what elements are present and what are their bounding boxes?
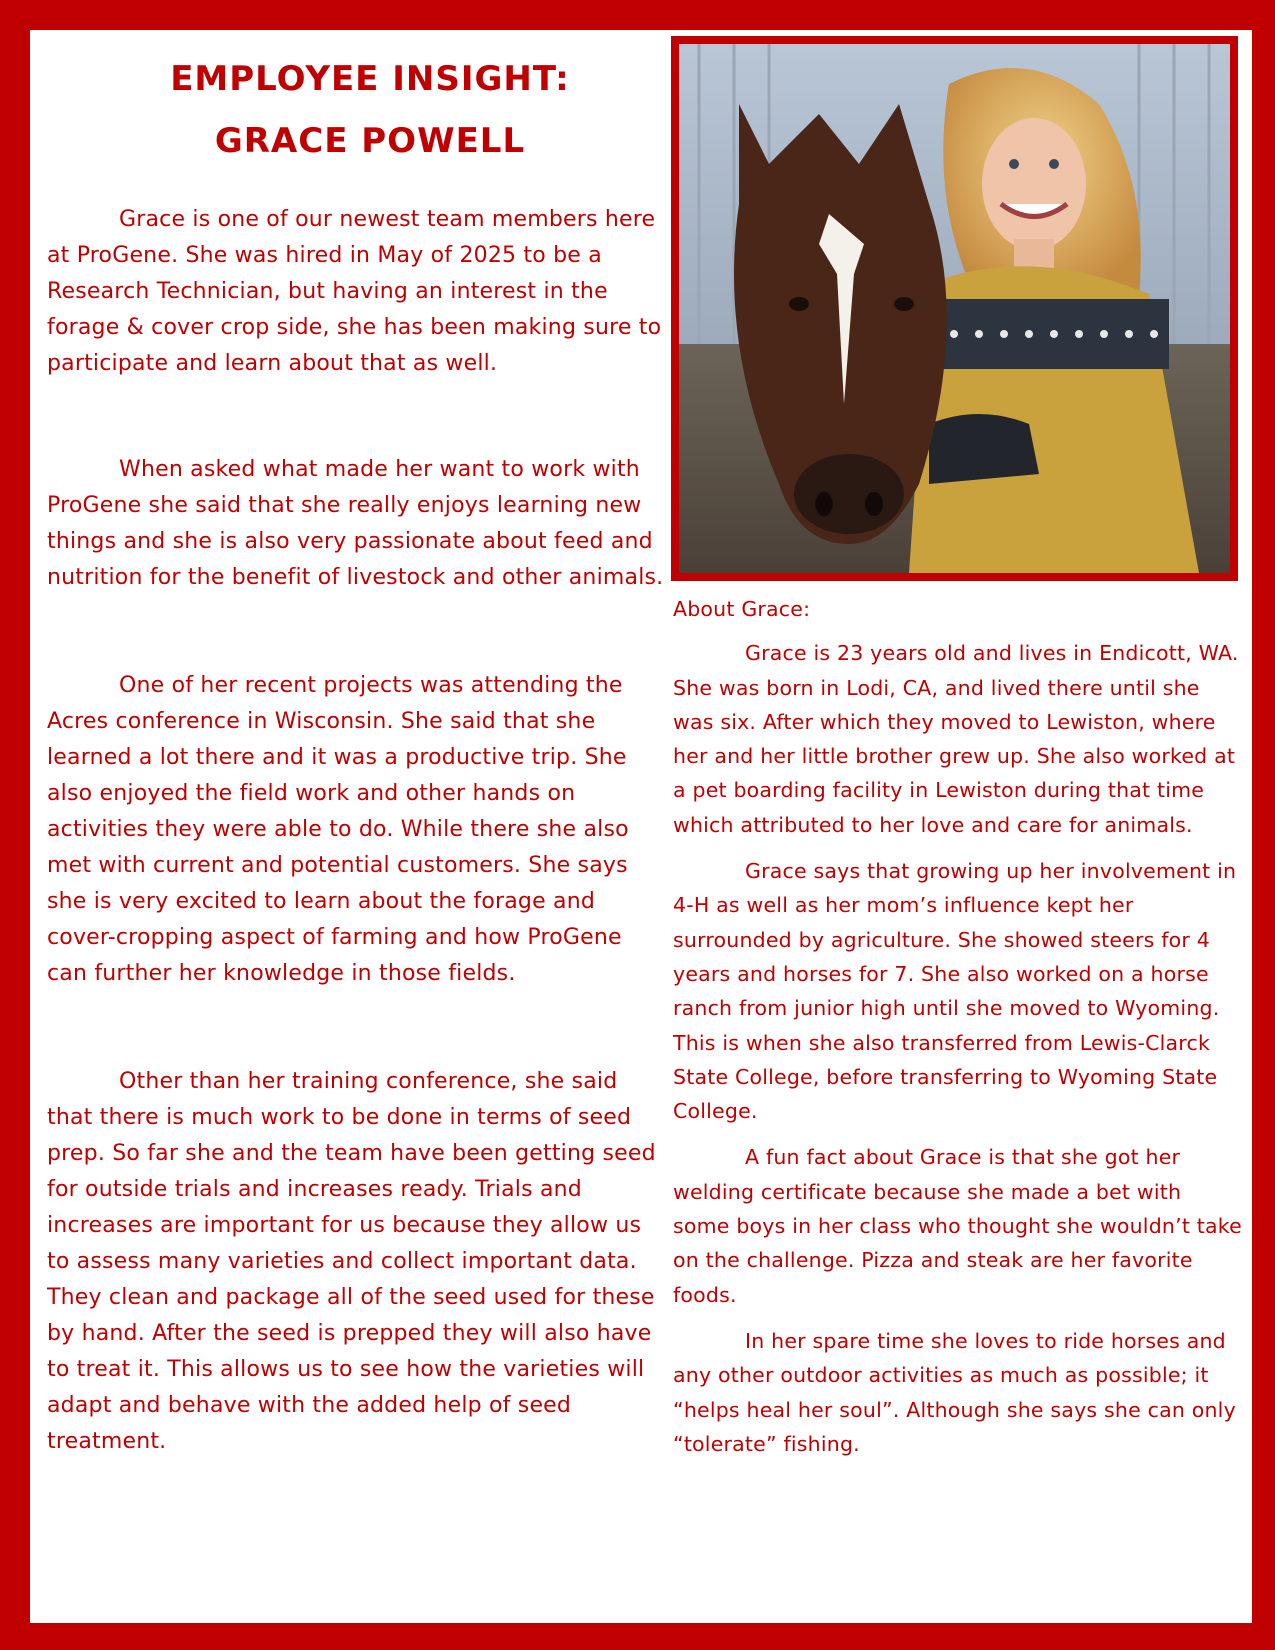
right-column	[673, 592, 1243, 1473]
left-column	[47, 202, 667, 1530]
right-paragraph-3: A fun fact about Grace is that she got her welding certificate because she made a bet with some boys in her class who thought she wouldn’t take on the challenge. Pizza and steak are her favorite foods.	[673, 1145, 1242, 1307]
left-paragraph-3: One of her recent projects was attending the Acres conference in Wisconsin. She said that she learned a lot there and it was a productive trip. She also enjoyed the field work and other hands on activities they were able to do. While there she also met with current and potential customers. She says she is very excited to learn about the forage and cover-cropping aspect of farming and how ProGene can further her knowledge in those fields.	[47, 673, 629, 986]
right-paragraph-4: In her spare time she loves to ride horses and any other outdoor activities as much as possible; it “helps heal her soul”. Although she says she can only “tolerate” fishing.	[673, 1328, 1236, 1456]
left-paragraph-4: Other than her training conference, she said that there is much work to be done in terms of seed prep. So far she and the team have been getting seed for outside trials and increases ready. Trials and increases are important for us because they allow us to assess many varieties and collect important data. They clean and package all of the seed used for these by hand. After the seed is prepped they will also have to treat it. This allows us to see how the varieties will adapt and behave with the added help of seed treatment.	[47, 1069, 656, 1454]
left-paragraph-1: Grace is one of our newest team members here at ProGene. She was hired in May of 2025 to be a Research Technician, but having an interest in the forage & cover crop side, she has been making sure to participate and learn about that as well.	[47, 207, 662, 376]
right-paragraph-1: Grace is 23 years old and lives in Endicott, WA. She was born in Lodi, CA, and lived there until she was six. After which they moved to Lewiston, where her and her little brother grew up. She also worked at a pet boarding facility in Lewiston during that time which attributed to her love and care for animals.	[673, 641, 1239, 837]
page-title	[30, 48, 710, 172]
employee-photo	[679, 44, 1230, 573]
photo-frame	[671, 36, 1238, 581]
left-paragraph-2: When asked what made her want to work with ProGene she said that she really enjoys learning new things and she is also very passionate about feed and nutrition for the benefit of livestock and other animals.	[47, 457, 664, 590]
right-paragraph-2: Grace says that growing up her involvement in 4-H as well as her mom’s influence kept her surrounded by agriculture. She showed steers for 4 years and horses for 7. She also worked on a horse ranch from junior high until she moved to Wyoming. This is when she also transferred from Lewis-Clarck State College, before transferring to Wyoming State College.	[673, 859, 1237, 1124]
about-heading: About Grace:	[673, 597, 811, 621]
title-line-2: GRACE POWELL	[214, 121, 526, 161]
newsletter-page	[30, 30, 1252, 1623]
title-line-1: EMPLOYEE INSIGHT:	[170, 59, 570, 99]
